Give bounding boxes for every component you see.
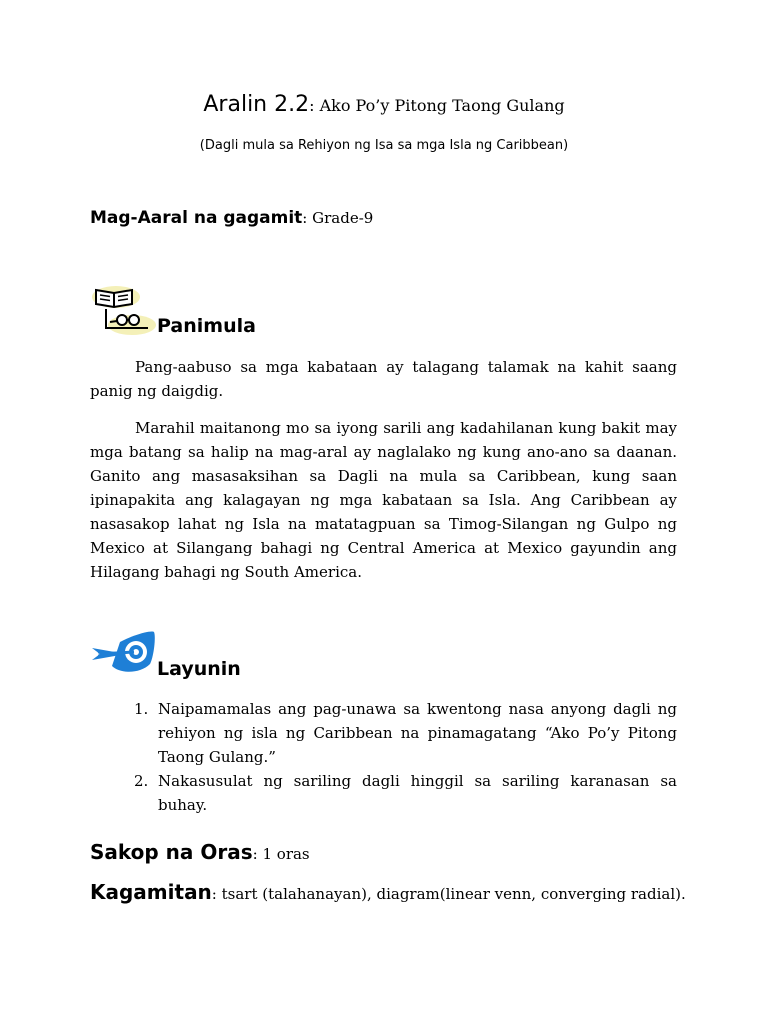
sakop-value: : 1 oras <box>252 845 310 863</box>
list-item-number: 2. <box>134 772 149 790</box>
kagamitan-value: : tsart (talahanayan), diagram(linear venn, converging radial). <box>211 885 686 903</box>
list-item <box>90 769 677 817</box>
audience-value: : Grade-9 <box>302 209 374 227</box>
target-arrow-icon <box>90 630 156 678</box>
sakop-label: Sakop na Oras <box>90 840 253 864</box>
list-item-text: Nakasusulat ng sariling dagli hinggil sa sariling karanasan sa buhay. <box>158 772 677 814</box>
kagamitan-line <box>90 880 686 904</box>
sakop-line <box>90 840 310 864</box>
lesson-title <box>0 92 768 117</box>
panimula-paragraph-1: Pang-aabuso sa mga kabataan ay talagang talamak na kahit saang panig ng daigdig. <box>90 358 677 400</box>
layunin-heading: Layunin <box>157 658 241 680</box>
panimula-heading: Panimula <box>157 315 256 337</box>
list-item-number: 1. <box>134 700 149 718</box>
panimula-paragraph-2: Marahil maitanong mo sa iyong sarili ang kadahilanan kung bakit may mga batang sa halip na mag-aral ay naglalako ng kung ano-ano sa daanan. Ganito ang masasaksihan sa Dagli na mula sa Caribbean, kung saan ipinapakita ang kalagayan ng mga kabataan sa Isla. Ang Caribbean ay nasasakop lahat ng Isla na matatagpuan sa Timog-Silangan ng Gulpo ng Mexico at Silangang bahagi ng Central America at Mexico gayundin ang Hilagang bahagi ng South America. <box>90 419 677 581</box>
audience-line <box>90 208 373 228</box>
book-magnifier-icon <box>90 284 156 336</box>
lesson-number: Aralin 2.2 <box>203 92 310 117</box>
audience-label: Mag-Aaral na gagamit <box>90 208 303 228</box>
list-item <box>90 697 677 769</box>
lesson-title-text: : Ako Po’y Pitong Taong Gulang <box>309 96 565 115</box>
lesson-subtitle: (Dagli mula sa Rehiyon ng Isa sa mga Isla ng Caribbean) <box>199 138 569 153</box>
layunin-list <box>90 697 677 817</box>
kagamitan-label: Kagamitan <box>90 880 212 904</box>
list-item-text: Naipamamalas ang pag-unawa sa kwentong nasa anyong dagli ng rehiyon ng isla ng Caribbean na pinamagatang “Ako Po’y Pitong Taong Gulang.” <box>158 700 677 766</box>
